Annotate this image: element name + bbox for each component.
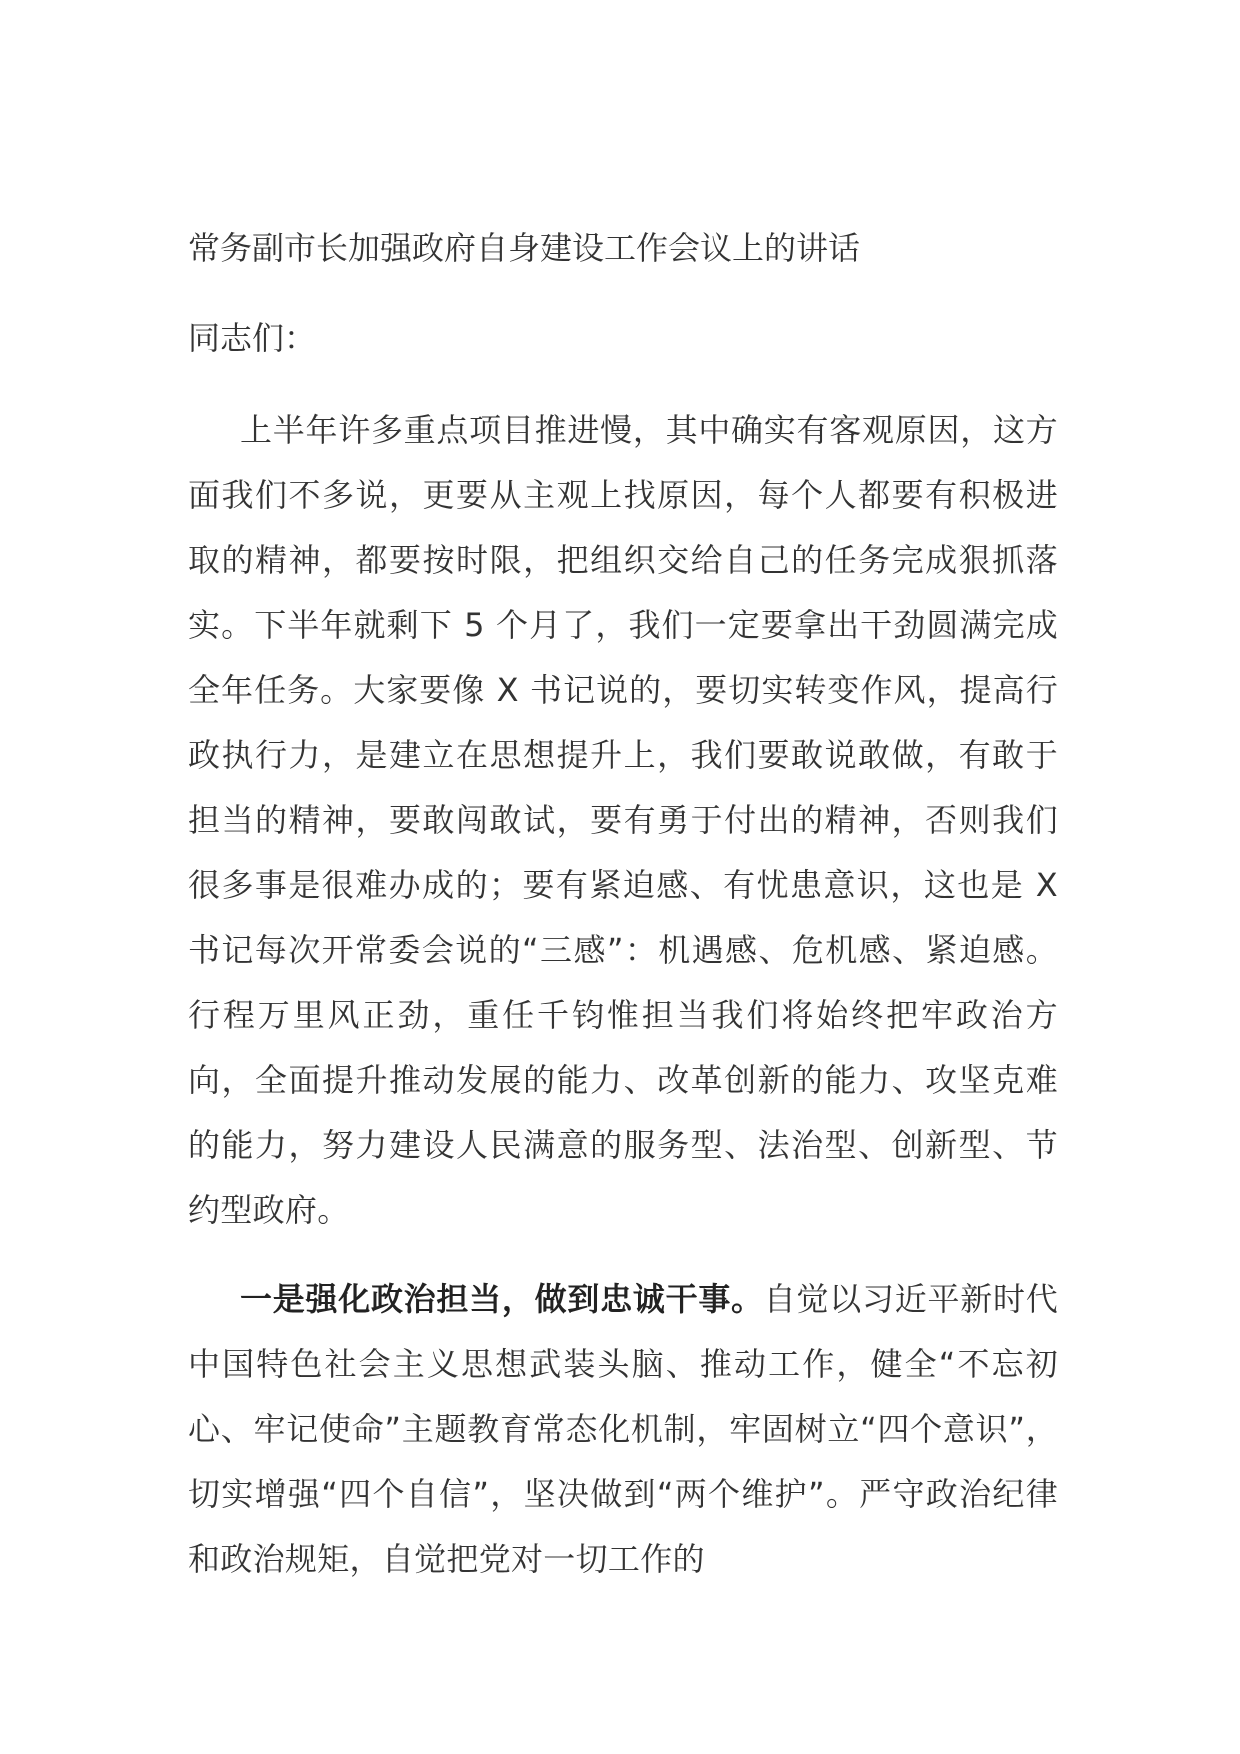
paragraph-2-body: 自觉以习近平新时代中国特色社会主义思想武装头脑、推动工作，健全“不忘初心、牢记使命”主题教育常态化机制，牢固树立“四个意识”，切实增强“四个自信”，坚决做到“两个维护”。严守政治纪律和政治规矩，自觉把党对一切工作的 [188, 1280, 1058, 1578]
salutation: 同志们： [188, 319, 317, 357]
paragraph-2 [188, 1267, 1058, 1592]
paragraph-2-heading: 一是强化政治担当，做到忠诚干事。 [240, 1280, 764, 1318]
paragraph-1: 上半年许多重点项目推进慢，其中确实有客观原因，这方面我们不多说，更要从主观上找原因，每个人都要有积极进取的精神，都要按时限，把组织交给自己的任务完成狠抓落实。下半年就剩下 5 个月了，我们一定要拿出干劲圆满完成全年任务。大家要像 X 书记说的，要切实转变作风，提高行政执行力，是建立在思想提升上，我们要敢说敢做，有敢于担当的精神，要敢闯敢试，要有勇于付出的精神，否则我们很多事是很难办成的；要有紧迫感、有忧患意识，这也是 X 书记每次开常委会说的“三感”：机遇感、危机感、紧迫感。行程万里风正劲，重任千钧惟担当我们将始终把牢政治方向，全面提升推动发展的能力、改革创新的能力、攻坚克难的能力，努力建设人民满意的服务型、法治型、创新型、节约型政府。 [188, 411, 1058, 1229]
document-title: 常务副市长加强政府自身建设工作会议上的讲话 [188, 229, 861, 267]
document-page [188, 218, 1058, 1616]
